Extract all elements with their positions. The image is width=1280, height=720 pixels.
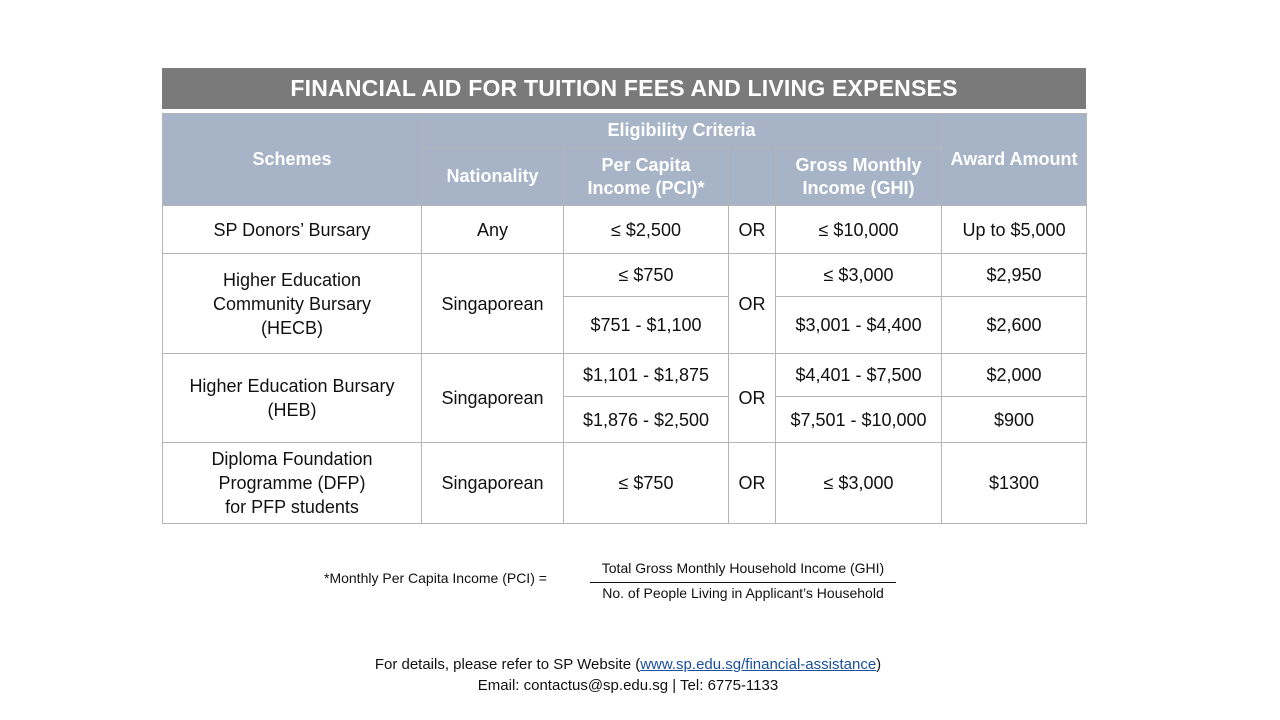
scheme-name-line: for PFP students [225,497,359,517]
page-title: FINANCIAL AID FOR TUITION FEES AND LIVING EXPENSES [162,68,1086,109]
award-cell: $900 [942,397,1087,443]
contact-line: Email: contactus@sp.edu.sg | Tel: 6775-1133 [477,677,779,694]
details-suffix: ) [876,656,882,673]
nationality-cell: Singaporean [422,443,564,524]
ghi-cell: ≤ $3,000 [776,443,942,524]
or-cell: OR [729,354,776,443]
financial-aid-table [162,113,1087,524]
pci-formula [320,558,920,606]
formula-lhs: *Monthly Per Capita Income (PCI) = [324,570,547,586]
website-link[interactable]: www.sp.edu.sg/financial-assistance [640,656,877,673]
details-prefix: For details, please refer to SP Website ( [374,656,641,673]
table-row [163,443,1087,524]
scheme-name [163,443,422,524]
pci-cell: $1,101 - $1,875 [564,354,729,397]
nationality-cell: Any [422,206,564,254]
scheme-name-line: Community Bursary [212,293,372,314]
scheme-name-line: Higher Education [222,269,362,290]
award-cell: Up to $5,000 [942,206,1087,254]
table-row [163,206,1087,254]
table-row [163,354,1087,397]
ghi-cell: $3,001 - $4,400 [776,297,942,354]
ghi-cell: ≤ $10,000 [776,206,942,254]
award-cell: $2,600 [942,297,1087,354]
header-nationality: Nationality [422,148,564,206]
table-row [163,254,1087,297]
header-schemes: Schemes [163,114,422,206]
formula-denominator: No. of People Living in Applicant’s Household [602,585,884,601]
pci-cell: ≤ $2,500 [564,206,729,254]
pci-cell: ≤ $750 [564,254,729,297]
header-or-spacer [729,148,776,206]
header-gross-monthly-income: Gross Monthly Income (GHI) [776,148,942,206]
header-per-capita-income: Per Capita Income (PCI)* [564,148,729,206]
ghi-cell: $4,401 - $7,500 [776,354,942,397]
scheme-name-line: Programme (DFP) [218,473,366,493]
nationality-cell: Singaporean [422,354,564,443]
award-cell: $2,000 [942,354,1087,397]
header-eligibility-criteria: Eligibility Criteria [422,114,942,148]
or-cell: OR [729,443,776,524]
nationality-cell: Singaporean [422,254,564,354]
scheme-name-line: (HECB) [261,317,323,338]
or-cell: OR [729,254,776,354]
pci-cell: $751 - $1,100 [564,297,729,354]
scheme-name [163,254,422,354]
ghi-cell: $7,501 - $10,000 [776,397,942,443]
award-cell: $2,950 [942,254,1087,297]
details-line [0,654,1256,675]
fraction-line [590,582,896,583]
scheme-name [163,354,422,443]
ghi-cell: ≤ $3,000 [776,254,942,297]
award-cell: $1300 [942,443,1087,524]
or-cell: OR [729,206,776,254]
scheme-name-line: (HEB) [267,400,317,420]
footer-details [0,654,1256,696]
scheme-name-line: Diploma Foundation [211,449,373,469]
scheme-name-line: Higher Education Bursary [189,376,395,396]
formula-numerator: Total Gross Monthly Household Income (GHI) [601,560,885,576]
header-award-amount: Award Amount [942,114,1087,206]
pci-cell: $1,876 - $2,500 [564,397,729,443]
pci-cell: ≤ $750 [564,443,729,524]
scheme-name: SP Donors’ Bursary [163,206,422,254]
